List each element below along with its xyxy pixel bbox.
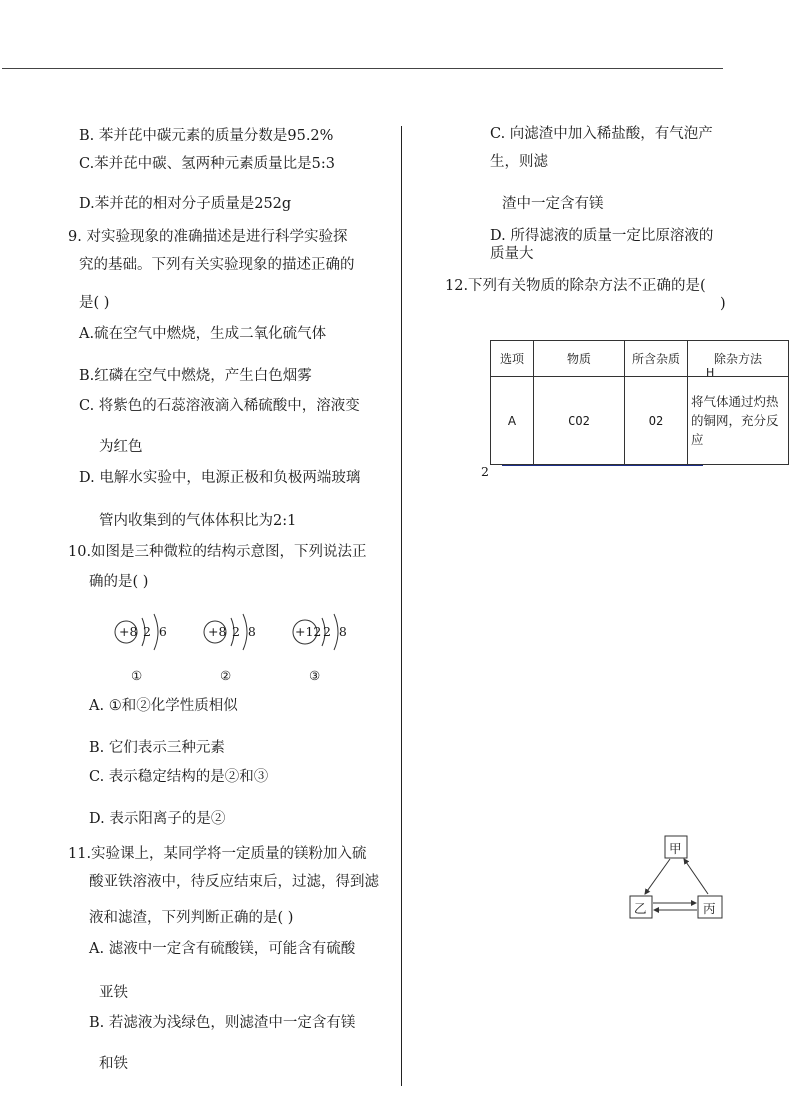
q12-stem: 12.下列有关物质的除杂方法不正确的是(	[445, 278, 706, 294]
atom-label-3: ③	[309, 668, 321, 683]
atom-electrons-3: 2 8	[323, 624, 349, 639]
q8-option-d: D.苯并芘的相对分子质量是252g	[79, 196, 292, 212]
relation-diagram	[620, 832, 730, 927]
table-row	[491, 377, 789, 465]
atom-diagram-2	[201, 612, 271, 652]
table-cell: 将气体通过灼热的铜网，充分反应	[688, 377, 789, 465]
column-divider	[401, 126, 402, 1086]
q10-stem-line2: 确的是( )	[89, 574, 149, 590]
header-rule	[2, 68, 723, 69]
q9-option-d-line2: 管内收集到的气体体积比为2:1	[99, 513, 297, 529]
stray-number: 2	[481, 464, 489, 479]
table-header-row	[491, 341, 789, 377]
q9-stem-line3: 是( )	[79, 295, 110, 311]
q11-option-b-line1: B. 若滤液为浅绿色，则滤渣中一定含有镁	[89, 1015, 356, 1031]
table-header-cell: 选项	[491, 341, 534, 377]
q9-option-d-line1: D. 电解水实验中，电源正极和负极两端玻璃	[79, 470, 361, 486]
q11-stem-line1: 11.实验课上，某同学将一定质量的镁粉加入硫	[68, 846, 367, 862]
q11-stem-line3: 液和滤渣，下列判断正确的是( )	[89, 910, 294, 926]
atom-electrons-2: 2 8	[232, 624, 258, 639]
table-cell: O2	[625, 377, 688, 465]
atom-label-2: ②	[220, 668, 232, 683]
q9-option-c-line2: 为红色	[99, 439, 143, 455]
q11-option-d-line2: 质量大	[490, 246, 534, 262]
atom-nucleus-1: +8	[119, 624, 138, 639]
q9-option-a: A.硫在空气中燃烧，生成二氧化硫气体	[79, 326, 327, 342]
diagram-node-top: 甲	[669, 841, 682, 856]
q11-option-c-line3: 渣中一定含有镁	[502, 196, 604, 212]
atom-diagram-3	[290, 612, 360, 652]
q8-option-c: C.苯并芘中碳、氢两种元素质量比是5:3	[79, 156, 336, 172]
q10-option-d: D. 表示阳离子的是②	[89, 811, 226, 827]
table-header-cell: 物质	[534, 341, 625, 377]
q11-option-c-line2: 生，则滤	[490, 154, 548, 170]
table-header-method-cell	[688, 341, 789, 377]
q10-option-c: C. 表示稳定结构的是②和③	[89, 769, 269, 785]
q11-stem-line2: 酸亚铁溶液中，待反应结束后，过滤，得到滤	[89, 874, 379, 890]
q10-option-a: A. ①和②化学性质相似	[89, 698, 238, 714]
q9-stem-line2: 究的基础。下列有关实验现象的描述正确的	[79, 257, 355, 273]
atom-electrons-1: 2 6	[143, 624, 169, 639]
q10-stem-line1: 10.如图是三种微粒的结构示意图，下列说法正	[68, 544, 367, 560]
table-header-cell: 除杂方法	[713, 352, 762, 366]
q11-option-b-line2: 和铁	[99, 1056, 128, 1072]
q9-option-b: B.红磷在空气中燃烧，产生白色烟雾	[79, 368, 312, 384]
q8-option-b: B. 苯并芘中碳元素的质量分数是95.2%	[79, 128, 334, 144]
blue-underline	[502, 465, 703, 466]
q9-stem-line1: 9. 对实验现象的准确描述是进行科学实验探	[68, 229, 348, 245]
table-cell: CO2	[534, 377, 625, 465]
atom-nucleus-2: +8	[208, 624, 227, 639]
atom-label-1: ①	[131, 668, 143, 683]
q11-option-d-line1: D. 所得滤液的质量一定比原溶液的	[490, 228, 714, 244]
table-header-cell: 所含杂质	[625, 341, 688, 377]
diagram-node-right: 丙	[703, 901, 716, 916]
diagram-node-left: 乙	[634, 901, 647, 916]
table-header-extra: H	[706, 366, 715, 379]
q11-option-c-line1: C. 向滤渣中加入稀盐酸，有气泡产	[490, 126, 713, 142]
q11-option-a-line1: A. 滤液中一定含有硫酸镁，可能含有硫酸	[89, 941, 356, 957]
atom-diagram-1	[112, 612, 182, 652]
q12-options-table	[490, 340, 789, 465]
table-cell: A	[491, 377, 534, 465]
q12-stem-paren: )	[720, 296, 726, 312]
q10-option-b: B. 它们表示三种元素	[89, 740, 225, 756]
atom-nucleus-3: +12	[295, 624, 322, 639]
q11-option-a-line2: 亚铁	[99, 985, 128, 1001]
q9-option-c-line1: C. 将紫色的石蕊溶液滴入稀硫酸中，溶液变	[79, 398, 360, 414]
